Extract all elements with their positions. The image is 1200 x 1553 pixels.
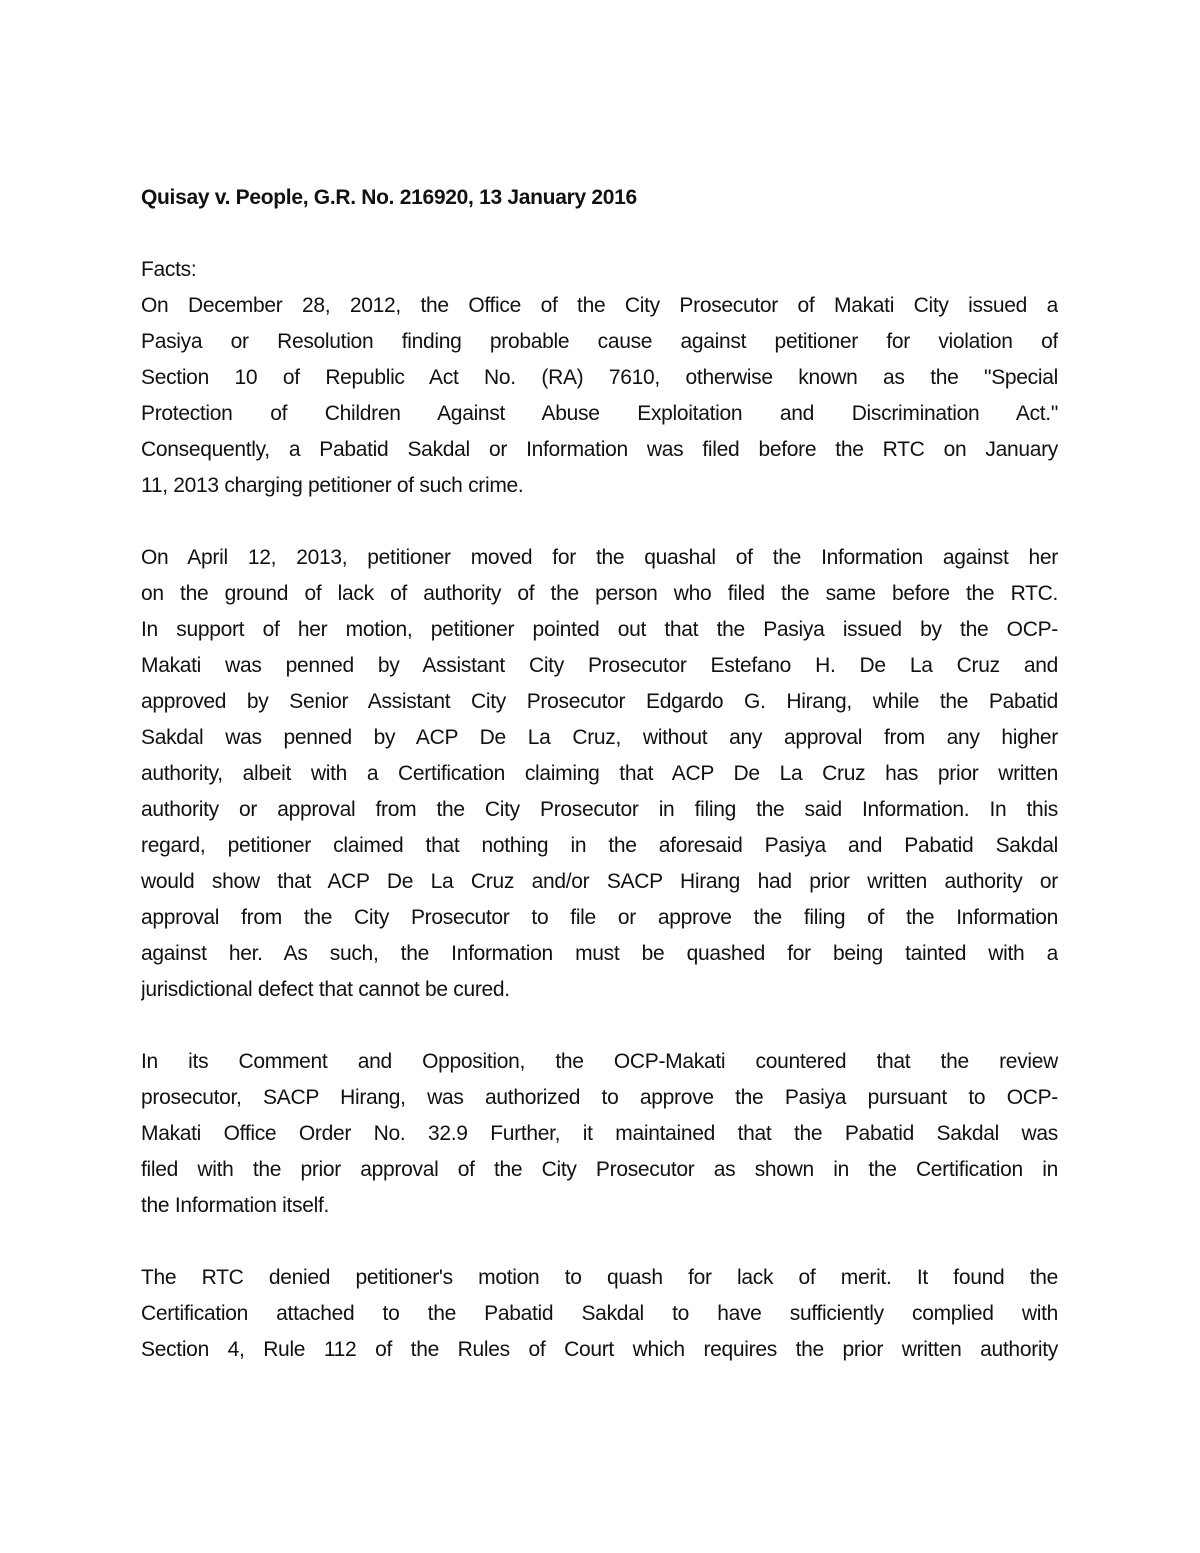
text-line: regard, petitioner claimed that nothing in the aforesaid Pasiya and Pabatid Sakdal — [141, 834, 1058, 857]
text-line: On April 12, 2013, petitioner moved for the quashal of the Information against her — [141, 546, 1058, 569]
paragraph-3 — [141, 1044, 1058, 1224]
document-page — [141, 180, 1058, 1404]
text-line: approved by Senior Assistant City Prosecutor Edgardo G. Hirang, while the Pabatid — [141, 690, 1058, 713]
text-line: Sakdal was penned by ACP De La Cruz, without any approval from any higher — [141, 726, 1058, 749]
text-line: prosecutor, SACP Hirang, was authorized to approve the Pasiya pursuant to OCP- — [141, 1086, 1058, 1109]
text-line: In its Comment and Opposition, the OCP-Makati countered that the review — [141, 1050, 1058, 1073]
text-line: authority or approval from the City Prosecutor in filing the said Information. In this — [141, 798, 1058, 821]
text-line: Protection of Children Against Abuse Exploitation and Discrimination Act." — [141, 402, 1058, 425]
text-line: 11, 2013 charging petitioner of such crime. — [141, 474, 524, 497]
paragraph-2 — [141, 540, 1058, 1008]
spacer — [141, 216, 1058, 252]
text-line: Makati Office Order No. 32.9 Further, it maintained that the Pabatid Sakdal was — [141, 1122, 1058, 1145]
text-line: authority, albeit with a Certification claiming that ACP De La Cruz has prior written — [141, 762, 1058, 785]
text-line: would show that ACP De La Cruz and/or SACP Hirang had prior written authority or — [141, 870, 1058, 893]
paragraph-1 — [141, 288, 1058, 504]
text-line: On December 28, 2012, the Office of the City Prosecutor of Makati City issued a — [141, 294, 1058, 317]
text-line: Section 4, Rule 112 of the Rules of Court which requires the prior written authority — [141, 1338, 1058, 1361]
text-line: filed with the prior approval of the City Prosecutor as shown in the Certification in — [141, 1158, 1058, 1181]
text-line: approval from the City Prosecutor to file or approve the filing of the Information — [141, 906, 1058, 929]
text-line: In support of her motion, petitioner pointed out that the Pasiya issued by the OCP- — [141, 618, 1058, 641]
document-title: Quisay v. People, G.R. No. 216920, 13 January 2016 — [141, 186, 637, 209]
section-label-facts: Facts: — [141, 258, 197, 281]
paragraph-4 — [141, 1260, 1058, 1368]
text-line: the Information itself. — [141, 1194, 330, 1217]
text-line: Consequently, a Pabatid Sakdal or Information was filed before the RTC on January — [141, 438, 1058, 461]
text-line: Makati was penned by Assistant City Prosecutor Estefano H. De La Cruz and — [141, 654, 1058, 677]
text-line: The RTC denied petitioner's motion to quash for lack of merit. It found the — [141, 1266, 1058, 1289]
text-line: jurisdictional defect that cannot be cured. — [141, 978, 510, 1001]
text-line: Section 10 of Republic Act No. (RA) 7610, otherwise known as the "Special — [141, 366, 1058, 389]
text-line: Pasiya or Resolution finding probable cause against petitioner for violation of — [141, 330, 1058, 353]
text-line: on the ground of lack of authority of the person who filed the same before the RTC. — [141, 582, 1058, 605]
text-line: Certification attached to the Pabatid Sakdal to have sufficiently complied with — [141, 1302, 1058, 1325]
text-line: against her. As such, the Information must be quashed for being tainted with a — [141, 942, 1058, 965]
